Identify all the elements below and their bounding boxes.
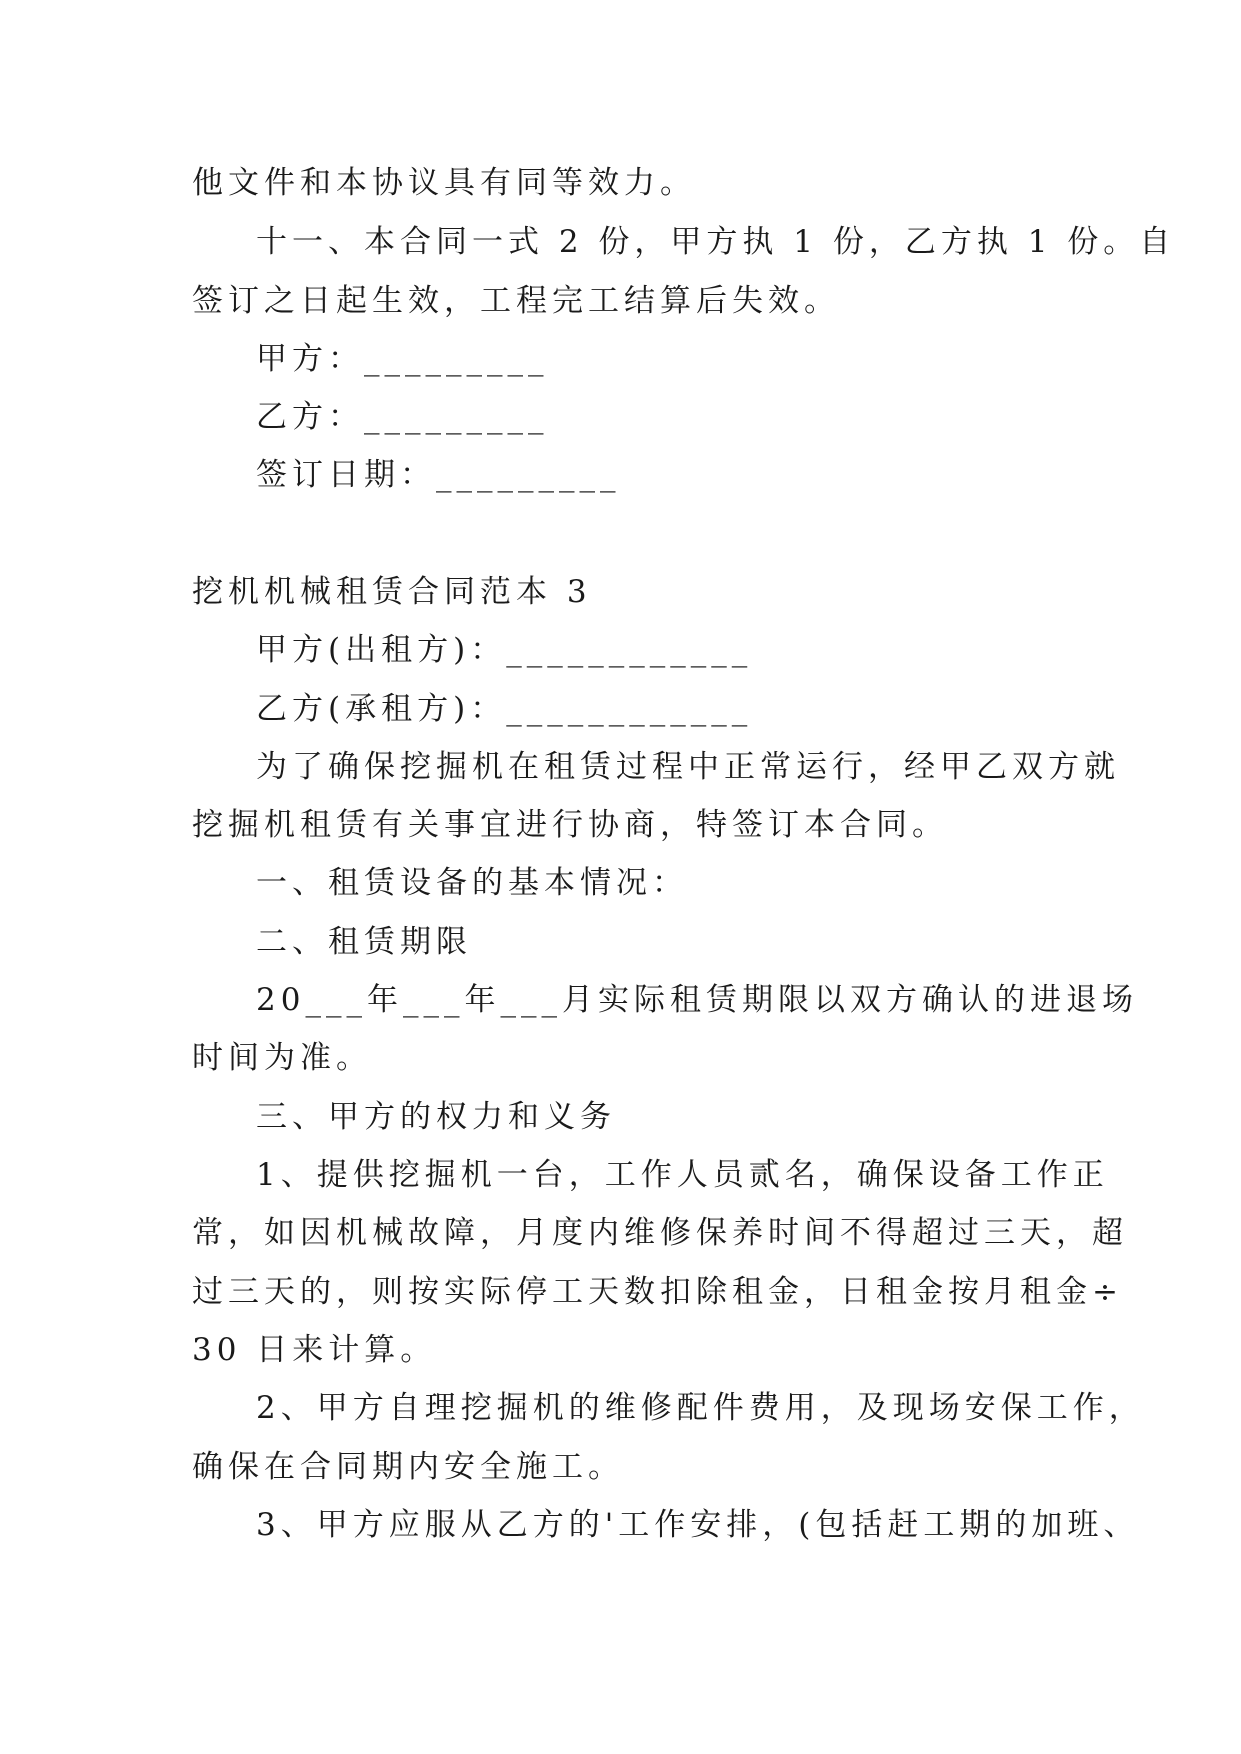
paragraph-line: 十一、本合同一式 2 份，甲方执 1 份，乙方执 1 份。自	[256, 224, 1176, 260]
paragraph-line: 2、甲方自理挖掘机的维修配件费用，及现场安保工作，	[256, 1390, 1145, 1426]
paragraph-line: 他文件和本协议具有同等效力。	[192, 165, 696, 201]
paragraph-line: 1、提供挖掘机一台，工作人员贰名，确保设备工作正	[256, 1157, 1109, 1193]
signature-line-date: 签订日期：_________	[256, 457, 621, 493]
paragraph-line: 30 日来计算。	[192, 1332, 437, 1368]
section-title: 挖机机械租赁合同范本 3	[192, 574, 592, 610]
paragraph-line: 时间为准。	[192, 1040, 372, 1076]
paragraph-line: 20___年___年___月实际租赁期限以双方确认的进退场	[256, 982, 1138, 1018]
paragraph-line: 过三天的，则按实际停工天数扣除租金，日租金按月租金÷	[192, 1274, 1123, 1310]
clause-heading: 二、租赁期限	[256, 924, 472, 960]
paragraph-line: 签订之日起生效，工程完工结算后失效。	[192, 283, 840, 319]
paragraph-line: 常，如因机械故障，月度内维修保养时间不得超过三天，超	[192, 1215, 1128, 1251]
signature-line-party-a: 甲方：_________	[256, 341, 549, 377]
paragraph-line: 挖掘机租赁有关事宜进行协商，特签订本合同。	[192, 807, 948, 843]
party-a-lessor-line: 甲方(出租方)：____________	[256, 632, 753, 668]
paragraph-line: 确保在合同期内安全施工。	[192, 1449, 624, 1485]
clause-heading: 一、租赁设备的基本情况：	[256, 865, 688, 901]
clause-heading: 三、甲方的权力和义务	[256, 1099, 616, 1135]
party-b-lessee-line: 乙方(承租方)：____________	[256, 691, 753, 727]
signature-line-party-b: 乙方：_________	[256, 399, 549, 435]
paragraph-line: 为了确保挖掘机在租赁过程中正常运行，经甲乙双方就	[256, 749, 1120, 785]
paragraph-line: 3、甲方应服从乙方的'工作安排，(包括赶工期的加班、	[256, 1507, 1140, 1543]
